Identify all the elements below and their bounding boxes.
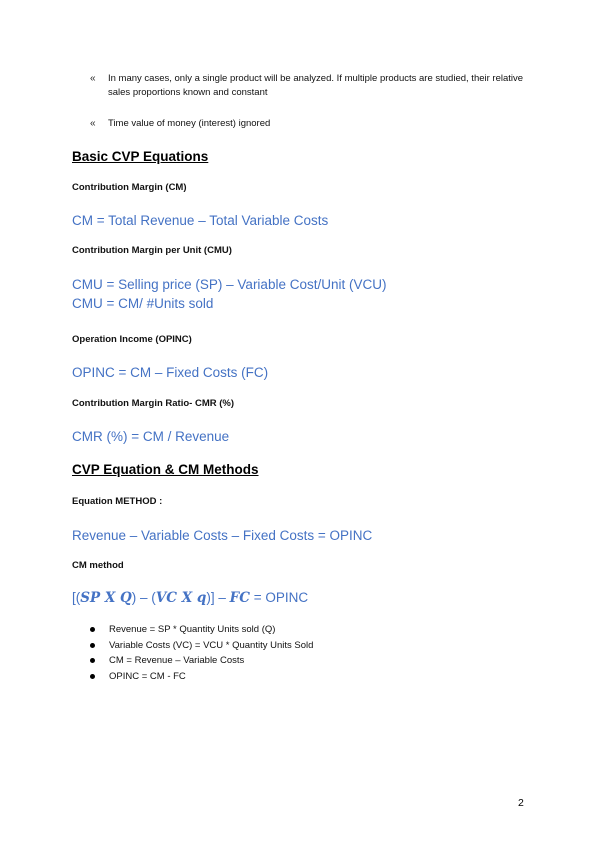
cmu-formula-1: CMU = Selling price (SP) – Variable Cost/Unit (VCU) xyxy=(72,277,387,292)
equation-method-label: Equation METHOD : xyxy=(72,496,163,507)
list-item: CM = Revenue – Variable Costs xyxy=(90,653,313,669)
cm-method-formula: [(SP X Q) – (VC X q)] – FC = OPINC xyxy=(72,590,309,606)
cmu-formula-2: CMU = CM/ #Units sold xyxy=(72,296,214,311)
bullet-dot-icon xyxy=(90,627,95,632)
chevron-bullet-icon: « xyxy=(90,73,96,84)
chevron-bullet-icon: « xyxy=(90,118,96,129)
list-item: Variable Costs (VC) = VCU * Quantity Units Sold xyxy=(90,638,313,654)
bullet-dot-icon xyxy=(90,658,95,663)
cmr-label: Contribution Margin Ratio- CMR (%) xyxy=(72,398,235,409)
cm-method-label: CM method xyxy=(72,560,124,571)
page-number: 2 xyxy=(518,797,524,809)
list-item: Revenue = SP * Quantity Units sold (Q) xyxy=(90,622,313,638)
cmr-formula: CMR (%) = CM / Revenue xyxy=(72,429,230,444)
opinc-label: Operation Income (OPINC) xyxy=(72,334,192,345)
bullet-text: Time value of money (interest) ignored xyxy=(108,118,271,129)
bullet-dot-icon xyxy=(90,643,95,648)
opinc-formula: OPINC = CM – Fixed Costs (FC) xyxy=(72,365,269,380)
equation-formula: Revenue – Variable Costs – Fixed Costs = OPINC xyxy=(72,528,373,543)
cm-label: Contribution Margin (CM) xyxy=(72,182,187,193)
cmu-label: Contribution Margin per Unit (CMU) xyxy=(72,245,232,256)
bullet-dot-icon xyxy=(90,674,95,679)
section-heading: Basic CVP Equations xyxy=(72,149,209,164)
cm-formula: CM = Total Revenue – Total Variable Costs xyxy=(72,213,329,228)
formula-definitions-list xyxy=(90,622,313,684)
section-heading: CVP Equation & CM Methods xyxy=(72,462,259,477)
list-item: OPINC = CM - FC xyxy=(90,669,313,685)
bullet-text: In many cases, only a single product will be analyzed. If multiple products are studied, their relative sales proportions known and constant xyxy=(108,73,524,98)
